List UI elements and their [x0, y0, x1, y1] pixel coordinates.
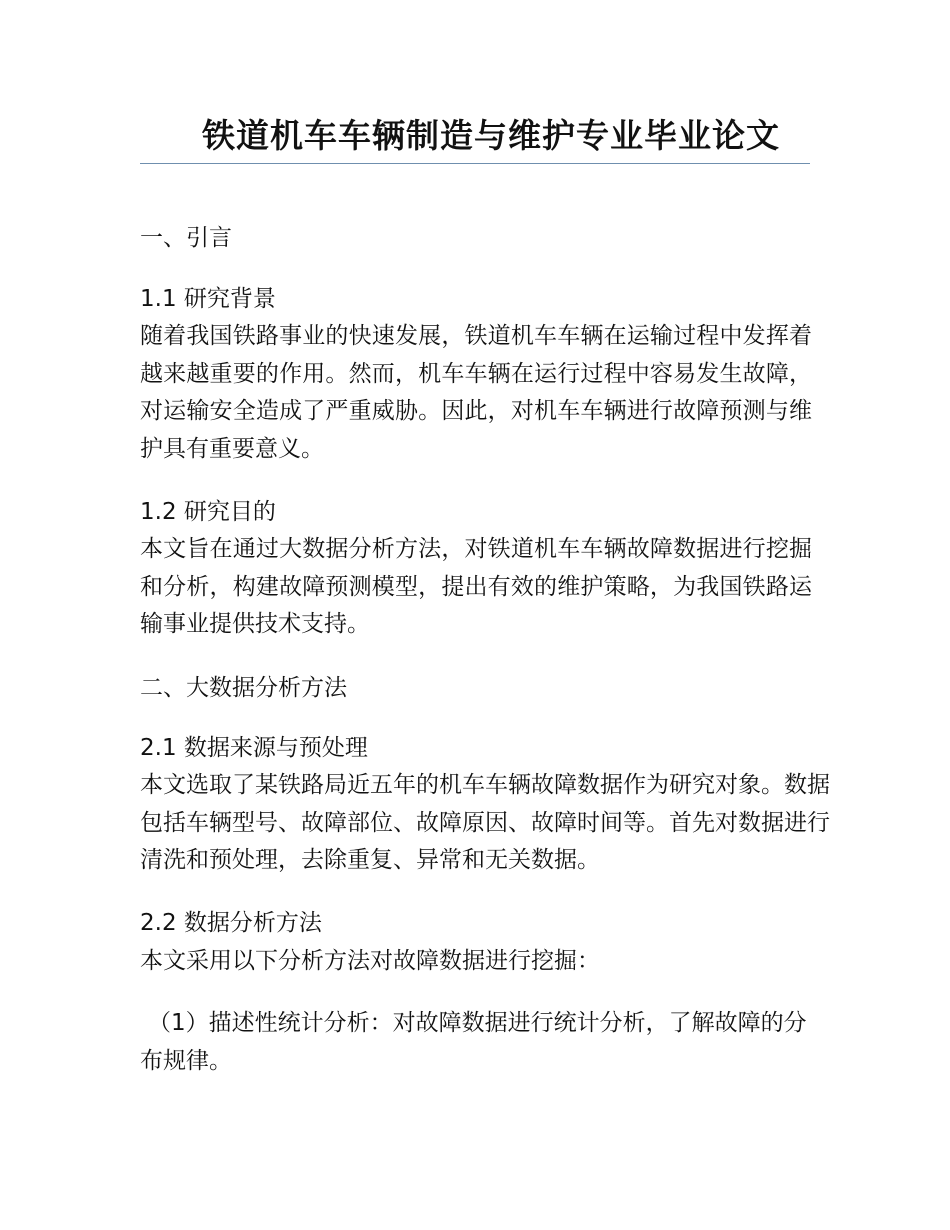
list-item-descriptive-statistics: （1）描述性统计分析：对故障数据进行统计分析，了解故障的分布规律。: [140, 1010, 807, 1074]
section-heading-2-2: 2.2 数据分析方法: [140, 910, 322, 936]
chapter-heading-big-data-methods: 二、大数据分析方法: [140, 675, 347, 701]
paragraph-analysis-methods: 本文采用以下分析方法对故障数据进行挖掘：: [140, 948, 600, 974]
document-title: 铁道机车车辆制造与维护专业毕业论文: [202, 116, 780, 155]
chapter-heading-introduction: 一、引言: [140, 225, 232, 251]
paragraph-research-background: 随着我国铁路事业的快速发展，铁道机车车辆在运输过程中发挥着越来越重要的作用。然而，机车车辆在运行过程中容易发生故障，对运输安全造成了严重威胁。因此，对机车车辆进行故障预测与维护具有重要意义。: [140, 323, 812, 462]
paragraph-research-purpose: 本文旨在通过大数据分析方法，对铁道机车车辆故障数据进行挖掘和分析，构建故障预测模型，提出有效的维护策略，为我国铁路运输事业提供技术支持。: [140, 536, 812, 637]
section-heading-2-1: 2.1 数据来源与预处理: [140, 735, 368, 761]
section-heading-1-2: 1.2 研究目的: [140, 499, 276, 525]
paragraph-data-source: 本文选取了某铁路局近五年的机车车辆故障数据作为研究对象。数据包括车辆型号、故障部位、故障原因、故障时间等。首先对数据进行清洗和预处理，去除重复、异常和无关数据。: [140, 772, 830, 873]
section-heading-1-1: 1.1 研究背景: [140, 286, 276, 312]
title-underline: [140, 163, 810, 164]
